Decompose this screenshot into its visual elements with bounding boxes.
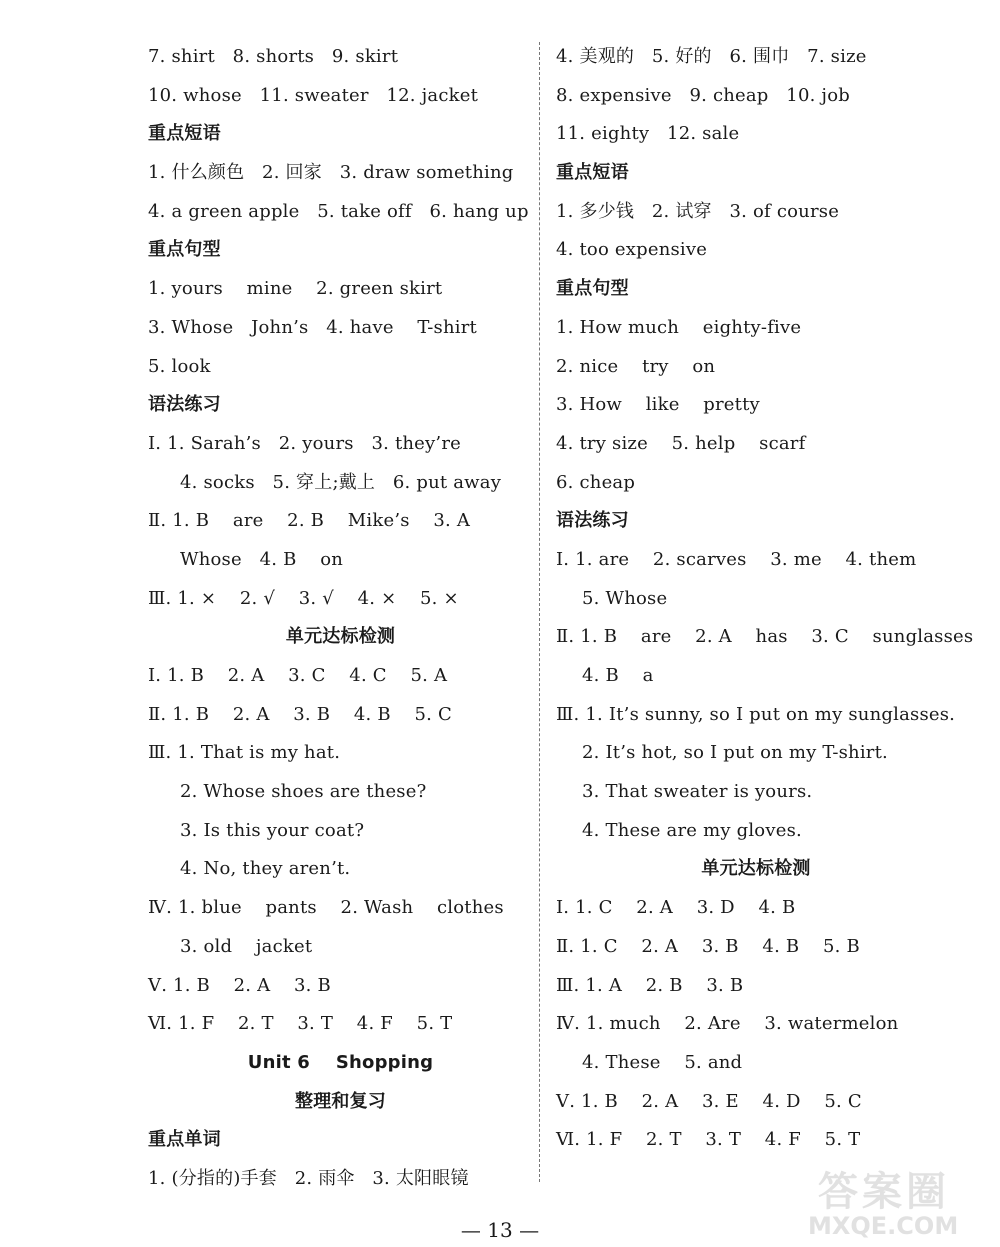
section-heading: 重点句型 xyxy=(148,239,221,261)
answer-line: 11. eighty 12. sale xyxy=(556,123,740,145)
answer-line: 5. look xyxy=(148,355,211,377)
watermark-text: 答案圈 xyxy=(818,1169,950,1215)
answer-line: Ⅰ. 1. B 2. A 3. C 4. C 5. A xyxy=(148,665,448,686)
answer-line: Ⅲ. 1. That is my hat. xyxy=(148,742,341,764)
page-number: — 13 — xyxy=(460,1218,540,1242)
answer-line: 1. 什么颜色 2. 回家 3. draw something xyxy=(148,162,514,184)
answer-line: 10. whose 11. sweater 12. jacket xyxy=(148,84,479,106)
answer-line: 3. Whose John’s 4. have T-shirt xyxy=(148,316,477,338)
answer-line: 1. yours mine 2. green skirt xyxy=(148,278,443,300)
section-heading: 语法练习 xyxy=(556,510,629,532)
answer-line: 4. 美观的 5. 好的 6. 围巾 7. size xyxy=(556,46,867,67)
section-heading: 重点单词 xyxy=(148,1129,221,1151)
answer-line: Ⅱ. 1. B are 2. B Mike’s 3. A xyxy=(148,510,471,532)
answer-line: Ⅴ. 1. B 2. A 3. E 4. D 5. C xyxy=(556,1090,862,1112)
answer-line: 4. These are my gloves. xyxy=(582,819,802,841)
section-title: Unit 6 Shopping xyxy=(247,1051,434,1073)
answer-line: 1. (分指的)手套 2. 雨伞 3. 太阳眼镜 xyxy=(148,1167,469,1189)
answer-line: 4. a green apple 5. take off 6. hang up xyxy=(148,200,529,222)
answer-line: 2. It’s hot, so I put on my T-shirt. xyxy=(582,742,888,764)
section-heading: 重点句型 xyxy=(556,278,629,300)
section-heading: 重点短语 xyxy=(556,162,629,184)
section-heading: 语法练习 xyxy=(148,394,221,416)
answer-line: 4. too expensive xyxy=(556,239,708,261)
answer-line: Ⅵ. 1. F 2. T 3. T 4. F 5. T xyxy=(148,1013,453,1035)
answer-line: 3. Is this your coat? xyxy=(180,819,365,841)
answer-line: 2. nice try on xyxy=(556,355,716,377)
answer-line: Ⅳ. 1. much 2. Are 3. watermelon xyxy=(556,1013,899,1035)
watermark-logo xyxy=(798,1160,998,1246)
answer-line: 6. cheap xyxy=(556,471,636,493)
watermark-url: MXQE.COM xyxy=(808,1212,959,1240)
answer-line: 1. 多少钱 2. 试穿 3. of course xyxy=(556,200,840,222)
answer-line: Ⅱ. 1. B are 2. A has 3. C sunglasses xyxy=(556,626,974,648)
answer-line: 4. These 5. and xyxy=(582,1051,743,1073)
answer-line: Ⅰ. 1. Sarah’s 2. yours 3. they’re xyxy=(148,432,461,454)
answer-line: 3. How like pretty xyxy=(556,394,760,416)
answer-line: Ⅲ. 1. A 2. B 3. B xyxy=(556,974,744,996)
answer-line: Ⅴ. 1. B 2. A 3. B xyxy=(148,974,331,996)
answer-line: 4. No, they aren’t. xyxy=(180,858,351,880)
answer-line: 4. B a xyxy=(582,665,654,686)
answer-line: Whose 4. B on xyxy=(180,548,344,570)
answer-line: 3. That sweater is yours. xyxy=(582,781,813,803)
answer-line: Ⅳ. 1. blue pants 2. Wash clothes xyxy=(148,897,504,919)
answer-line: Ⅱ. 1. C 2. A 3. B 4. B 5. B xyxy=(556,935,860,957)
right-column xyxy=(556,38,974,1160)
answer-line: 1. How much eighty-five xyxy=(556,316,802,338)
section-title: 单元达标检测 xyxy=(285,626,396,648)
answer-line: 2. Whose shoes are these? xyxy=(180,781,427,803)
answer-line: Ⅲ. 1. × 2. √ 3. √ 4. × 5. × xyxy=(148,587,459,609)
answer-line: Ⅱ. 1. B 2. A 3. B 4. B 5. C xyxy=(148,703,452,725)
answer-line: 7. shirt 8. shorts 9. skirt xyxy=(148,46,399,67)
answer-line: Ⅰ. 1. are 2. scarves 3. me 4. them xyxy=(556,548,917,570)
answer-line: Ⅲ. 1. It’s sunny, so I put on my sunglasses. xyxy=(556,703,956,725)
left-column xyxy=(148,38,533,1199)
answer-line: 3. old jacket xyxy=(180,935,313,957)
section-title: 整理和复习 xyxy=(295,1090,386,1112)
answer-line: Ⅰ. 1. C 2. A 3. D 4. B xyxy=(556,897,796,919)
answer-line: 4. socks 5. 穿上;戴上 6. put away xyxy=(180,471,502,493)
answer-line: Ⅵ. 1. F 2. T 3. T 4. F 5. T xyxy=(556,1129,861,1151)
answer-line: 8. expensive 9. cheap 10. job xyxy=(556,84,850,106)
section-heading: 重点短语 xyxy=(148,123,221,145)
answer-line: 4. try size 5. help scarf xyxy=(556,432,806,454)
column-divider xyxy=(539,42,540,1182)
answer-line: 5. Whose xyxy=(582,587,668,609)
section-title: 单元达标检测 xyxy=(701,858,811,880)
